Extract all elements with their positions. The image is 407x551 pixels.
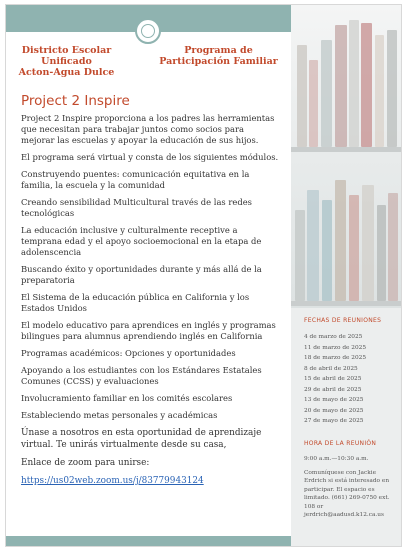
book-spine	[349, 195, 359, 301]
meeting-date: 29 de abril de 2025	[304, 386, 362, 393]
book-spine	[361, 23, 372, 147]
book-spine	[375, 35, 384, 147]
contact-info: Comuníquese con Jackie Erdrich si está interesado en participar. El espacio es limitado. (661) 269-0750 ext. 108 or jerdrich@aadusd.k12.ca.us	[304, 469, 390, 518]
meeting-date: 4 de marzo de 2025	[304, 334, 363, 340]
meeting-time: 9:00 a.m.—10:30 a.m.	[304, 455, 369, 462]
module-item: Buscando éxito y oportunidades durante y más allá de la preparatoria	[21, 264, 262, 285]
bookshelf-photo	[291, 5, 401, 308]
zoom-label: Enlace de zoom para unirse:	[21, 458, 150, 468]
main-content	[21, 93, 279, 493]
book-spine	[335, 25, 347, 147]
module-item: La educación inclusive y culturalmente receptive a temprana edad y el apoyo socioemocional en la etapa de adolenscencia	[21, 225, 262, 257]
time-heading: HORA DE LA REUNIÓN	[304, 439, 377, 447]
district-name: Districto Escolar Unificado Acton-Agua Dulce	[18, 45, 115, 78]
shelf-line	[291, 147, 401, 152]
book-spine	[387, 30, 397, 147]
book-spine	[362, 185, 374, 301]
module-item: El modelo educativo para aprendices en inglés y programas bilingues para alumnus aprendiendo inglés en California	[21, 320, 276, 341]
meeting-date: 11 de marzo de 2025	[304, 344, 367, 351]
meeting-date: 8 de abril de 2025	[304, 365, 358, 372]
book-spine	[321, 40, 332, 147]
meetings-heading: FECHAS DE REUNIONES	[304, 317, 382, 324]
book-spine	[377, 205, 386, 301]
shelf-line	[291, 301, 401, 306]
module-item: El Sistema de la educación pública en California y los Estados Unidos	[21, 292, 250, 313]
book-spine	[349, 20, 359, 147]
book-spine	[388, 193, 398, 301]
main-column	[6, 5, 291, 546]
paragraph-modules: El programa será virtual y consta de los siguientes módulos.	[21, 152, 279, 162]
sidebar	[291, 5, 401, 546]
zoom-link[interactable]: https://us02web.zoom.us/j/83779943124	[21, 476, 204, 486]
module-item: Estableciendo metas personales y académicas	[21, 410, 218, 420]
bottom-color-bar	[6, 536, 291, 546]
meeting-date: 18 de marzo de 2025	[304, 355, 367, 361]
module-item: Apoyando a los estudiantes con los Estándares Estatales Comunes (CCSS) y evaluaciones	[21, 365, 262, 386]
program-name: Programa de Participación Familiar	[159, 45, 278, 67]
module-item: Involucramiento familiar en los comités escolares	[21, 393, 233, 403]
closing-invitation: Únase a nosotros en esta oportunidad de aprendizaje virtual. Te unirás virtualmente desde su casa,	[21, 428, 262, 450]
meeting-date: 20 de mayo de 2025	[304, 407, 364, 414]
book-spine	[309, 60, 318, 147]
flyer-page	[6, 5, 401, 546]
meeting-date: 13 de mayo de 2025	[304, 397, 364, 403]
book-spine	[307, 190, 319, 301]
module-item: Creando sensibilidad Multicultural través de las redes tecnológicas	[21, 197, 252, 218]
book-spine	[322, 200, 332, 301]
meeting-date: 27 de mayo de 2025	[304, 418, 364, 424]
zoom-link-wrapper	[21, 475, 279, 487]
module-item: Construyendo puentes: comunicación equitativa en la familia, la escuela y la comunidad	[21, 169, 250, 190]
meeting-date: 15 de abril de 2025	[304, 376, 362, 382]
page-title: Project 2 Inspire	[21, 93, 130, 109]
book-spine	[295, 210, 305, 301]
meeting-info	[304, 317, 396, 525]
book-spine	[297, 45, 307, 147]
circle-emblem-icon	[135, 18, 161, 44]
paragraph-intro: Project 2 Inspire proporciona a los padres las herramientas que necesitan para trabajar juntos como socios para mejorar las escuelas y apoyar la educación de sus hijos.	[21, 113, 275, 145]
module-item: Programas académicos: Opciones y oportunidades	[21, 348, 236, 358]
book-spine	[335, 180, 346, 301]
